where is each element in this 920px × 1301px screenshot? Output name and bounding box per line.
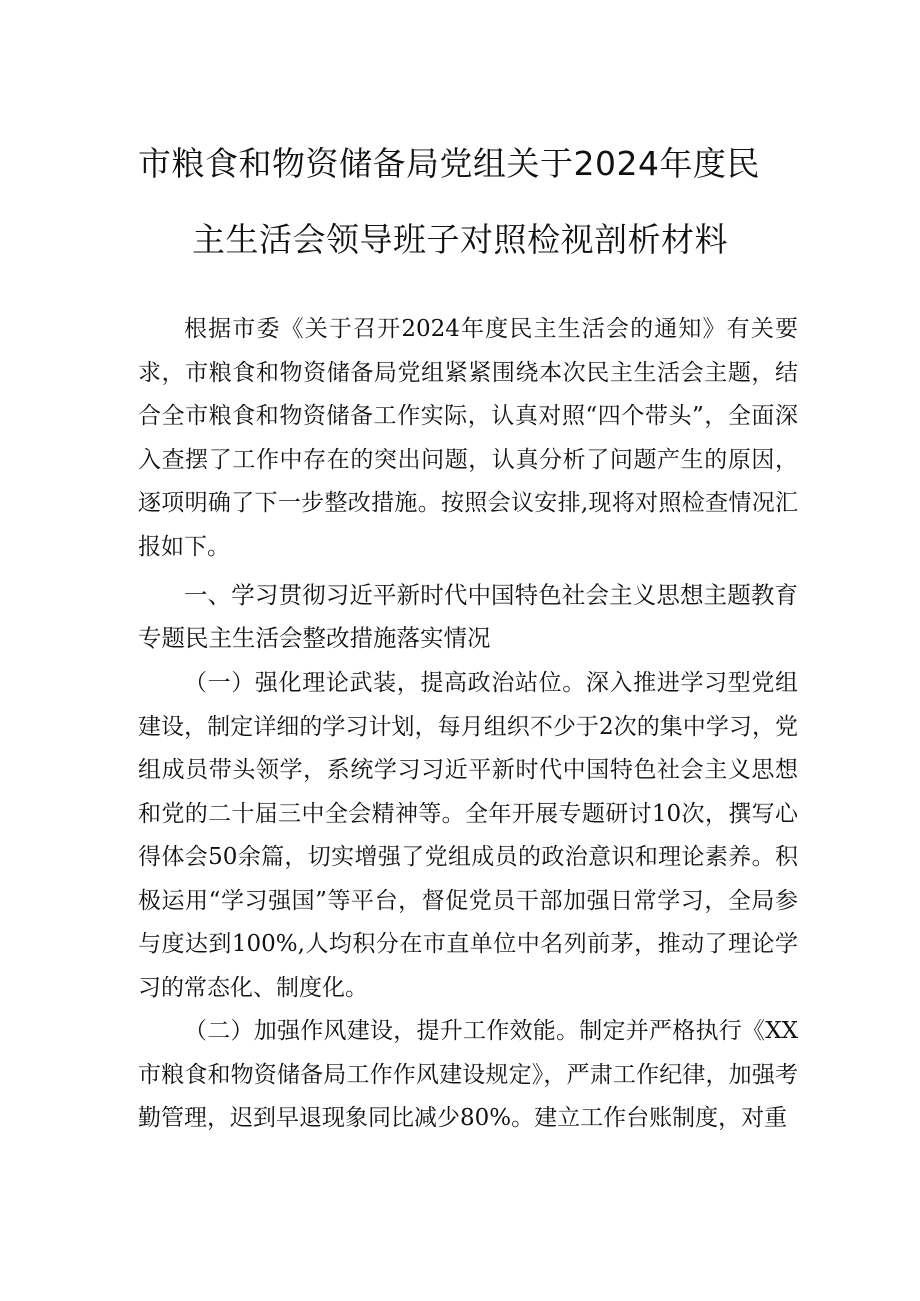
intro-paragraph: 根据市委《关于召开2024年度民主生活会的通知》有关要求，市粮食和物资储备局党组紧紧围绕本次民主生活会主题，结合全市粮食和物资储备工作实际，认真对照“四个带头”，全面深入查摆了工作中存在的突出问题，认真分析了问题产生的原因，逐项明确了下一步整改措施。按照会议安排,现将对照检查情况汇报如下。	[138, 316, 798, 560]
document-title-line-2: 主生活会领导班子对照检视剖析材料	[192, 220, 728, 259]
subsection-paragraph-2: （二）加强作风建设，提升工作效能。制定并严格执行《XX市粮食和物资储备局工作作风建设规定》，严肃工作纪律，加强考勤管理，迟到早退现象同比减少80%。建立工作台账制度，对重	[138, 1018, 798, 1131]
section-heading: 一、学习贯彻习近平新时代中国特色社会主义思想主题教育专题民主生活会整改措施落实情况	[138, 581, 798, 652]
document-title-line-1: 市粮食和物资储备局党组关于2024年度民	[138, 144, 760, 183]
subsection-paragraph-1: （一）强化理论武装，提高政治站位。深入推进学习型党组建设，制定详细的学习计划，每月组织不少于2次的集中学习，党组成员带头领学，系统学习习近平新时代中国特色社会主义思想和党的二十届三中全会精神等。全年开展专题研讨10次，撰写心得体会50余篇，切实增强了党组成员的政治意识和理论素养。积极运用“学习强国”等平台，督促党员干部加强日常学习，全局参与度达到100%,人均积分在市直单位中名列前茅，推动了理论学习的常态化、制度化。	[138, 670, 798, 1001]
